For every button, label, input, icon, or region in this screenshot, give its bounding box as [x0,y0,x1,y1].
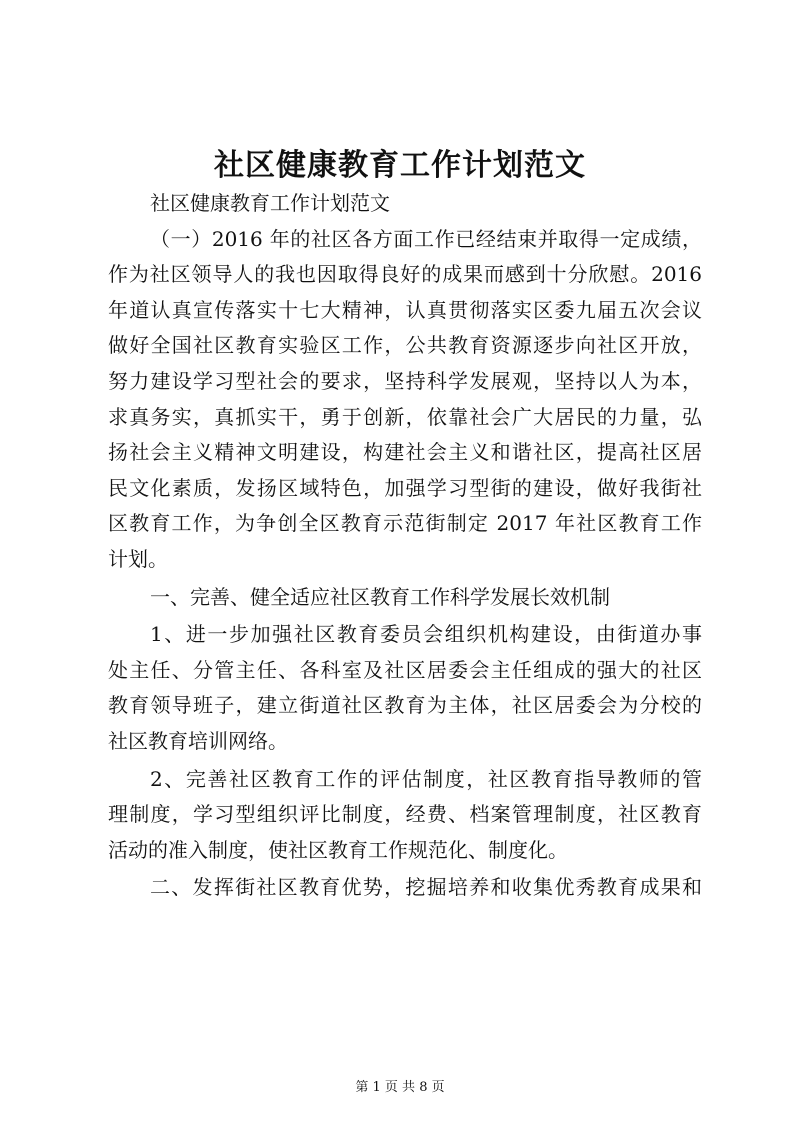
document-title: 社区健康教育工作计划范文 [214,148,586,183]
text-line: 作为社区领导人的我也因取得良好的成果而感到十分欣慰。2016 [108,262,702,287]
text-line: 区教育工作，为争创全区教育示范街制定 2017 年社区教育工作 [108,511,702,536]
text-line: 处主任、分管主任、各科室及社区居委会主任组成的强大的社区 [108,657,702,682]
text-line: 扬社会主义精神文明建设，构建社会主义和谐社区，提高社区居 [108,440,702,465]
text-line: 求真务实，真抓实干，勇于创新，依靠社会广大居民的力量，弘 [108,404,702,429]
text-line: 民文化素质，发扬区域特色，加强学习型街的建设，做好我街社 [108,475,702,500]
text-line: 一、完善、健全适应社区教育工作科学发展长效机制 [150,584,610,609]
text-line: 努力建设学习型社会的要求，坚持科学发展观，坚持以人为本， [108,368,702,393]
text-line: 计划。 [108,546,168,571]
text-line: 理制度，学习型组织评比制度，经费、档案管理制度，社区教育 [108,802,702,827]
text-line: 教育领导班子，建立街道社区教育为主体，社区居委会为分校的 [108,693,702,718]
text-line: 社区教育培训网络。 [108,728,288,753]
text-line: 活动的准入制度，使社区教育工作规范化、制度化。 [108,837,568,862]
text-line: 二、发挥街社区教育优势，挖掘培养和收集优秀教育成果和 [150,875,702,900]
text-line: 年道认真宣传落实十七大精神，认真贯彻落实区委九届五次会议 [108,297,702,322]
text-line: 1、进一步加强社区教育委员会组织机构建设，由街道办事 [150,622,702,647]
text-line: 2、完善社区教育工作的评估制度，社区教育指导教师的管 [150,766,702,791]
text-line: （一）2016 年的社区各方面工作已经结束并取得一定成绩， [150,226,702,251]
text-line: 社区健康教育工作计划范文 [150,191,390,215]
text-line: 做好全国社区教育实验区工作，公共教育资源逐步向社区开放， [108,333,702,358]
document-body [108,186,702,906]
page-footer: 第 1 页 共 8 页 [355,1080,445,1095]
